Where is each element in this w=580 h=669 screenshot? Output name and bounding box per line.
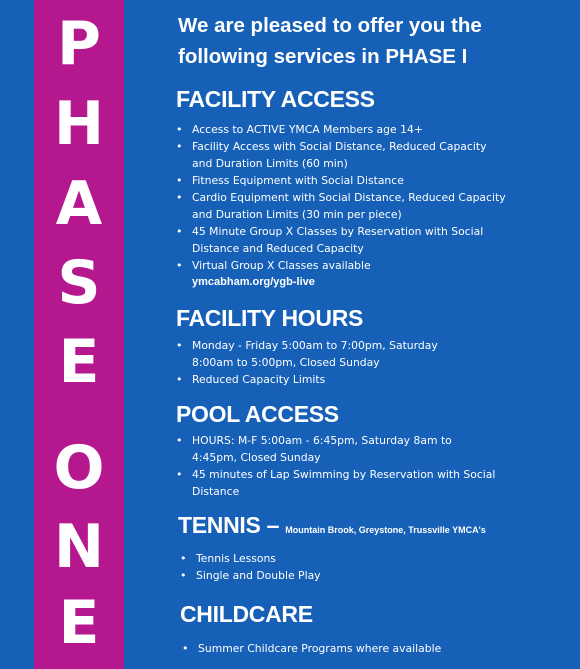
facility-access-list xyxy=(176,121,506,274)
banner-letter: A xyxy=(55,169,103,239)
list-item: • Facility Access with Social Distance, Reduced Capacity and Duration Limits (60 min) xyxy=(176,138,506,172)
list-item: • Fitness Equipment with Social Distance xyxy=(176,172,506,189)
banner-letter: P xyxy=(57,9,101,79)
phase-one-banner xyxy=(34,0,124,669)
banner-letter: N xyxy=(53,512,105,582)
list-item: • Virtual Group X Classes available xyxy=(176,257,506,274)
list-item: • HOURS: M-F 5:00am - 6:45pm, Saturday 8am to 4:45pm, Closed Sunday xyxy=(176,432,496,466)
list-item: • Summer Childcare Programs where available xyxy=(182,640,502,657)
list-item: • Reduced Capacity Limits xyxy=(176,371,476,388)
intro-heading: We are pleased to offer you the following services in PHASE I xyxy=(178,14,482,68)
list-item: • Tennis Lessons xyxy=(180,550,500,567)
facility-hours-list xyxy=(176,337,476,388)
tennis-locations: Mountain Brook, Greystone, Trussville YMCA's xyxy=(285,525,486,535)
tennis-list xyxy=(180,550,500,584)
banner-letter: S xyxy=(57,248,101,318)
list-item: • Access to ACTIVE YMCA Members age 14+ xyxy=(176,121,506,138)
childcare-title: CHILDCARE xyxy=(180,601,313,627)
tennis-title-text: TENNIS – xyxy=(178,512,280,538)
pool-access-list xyxy=(176,432,496,500)
banner-letter: E xyxy=(58,327,100,397)
list-item: • Single and Double Play xyxy=(180,567,500,584)
ygb-live-link[interactable]: ymcabham.org/ygb-live xyxy=(192,276,315,288)
banner-letter: E xyxy=(58,588,100,658)
list-item: • Monday - Friday 5:00am to 7:00pm, Saturday 8:00am to 5:00pm, Closed Sunday xyxy=(176,337,476,371)
list-item: • 45 Minute Group X Classes by Reservation with Social Distance and Reduced Capacity xyxy=(176,223,506,257)
list-item: • Cardio Equipment with Social Distance, Reduced Capacity and Duration Limits (30 min per piece) xyxy=(176,189,506,223)
list-item: • 45 minutes of Lap Swimming by Reservation with Social Distance xyxy=(176,466,496,500)
childcare-list xyxy=(182,640,502,657)
pool-access-title: POOL ACCESS xyxy=(176,401,339,427)
facility-access-title: FACILITY ACCESS xyxy=(176,86,375,112)
banner-letter: H xyxy=(53,89,105,159)
facility-hours-title: FACILITY HOURS xyxy=(176,305,364,331)
tennis-title xyxy=(178,512,486,543)
banner-letter: O xyxy=(53,433,105,503)
